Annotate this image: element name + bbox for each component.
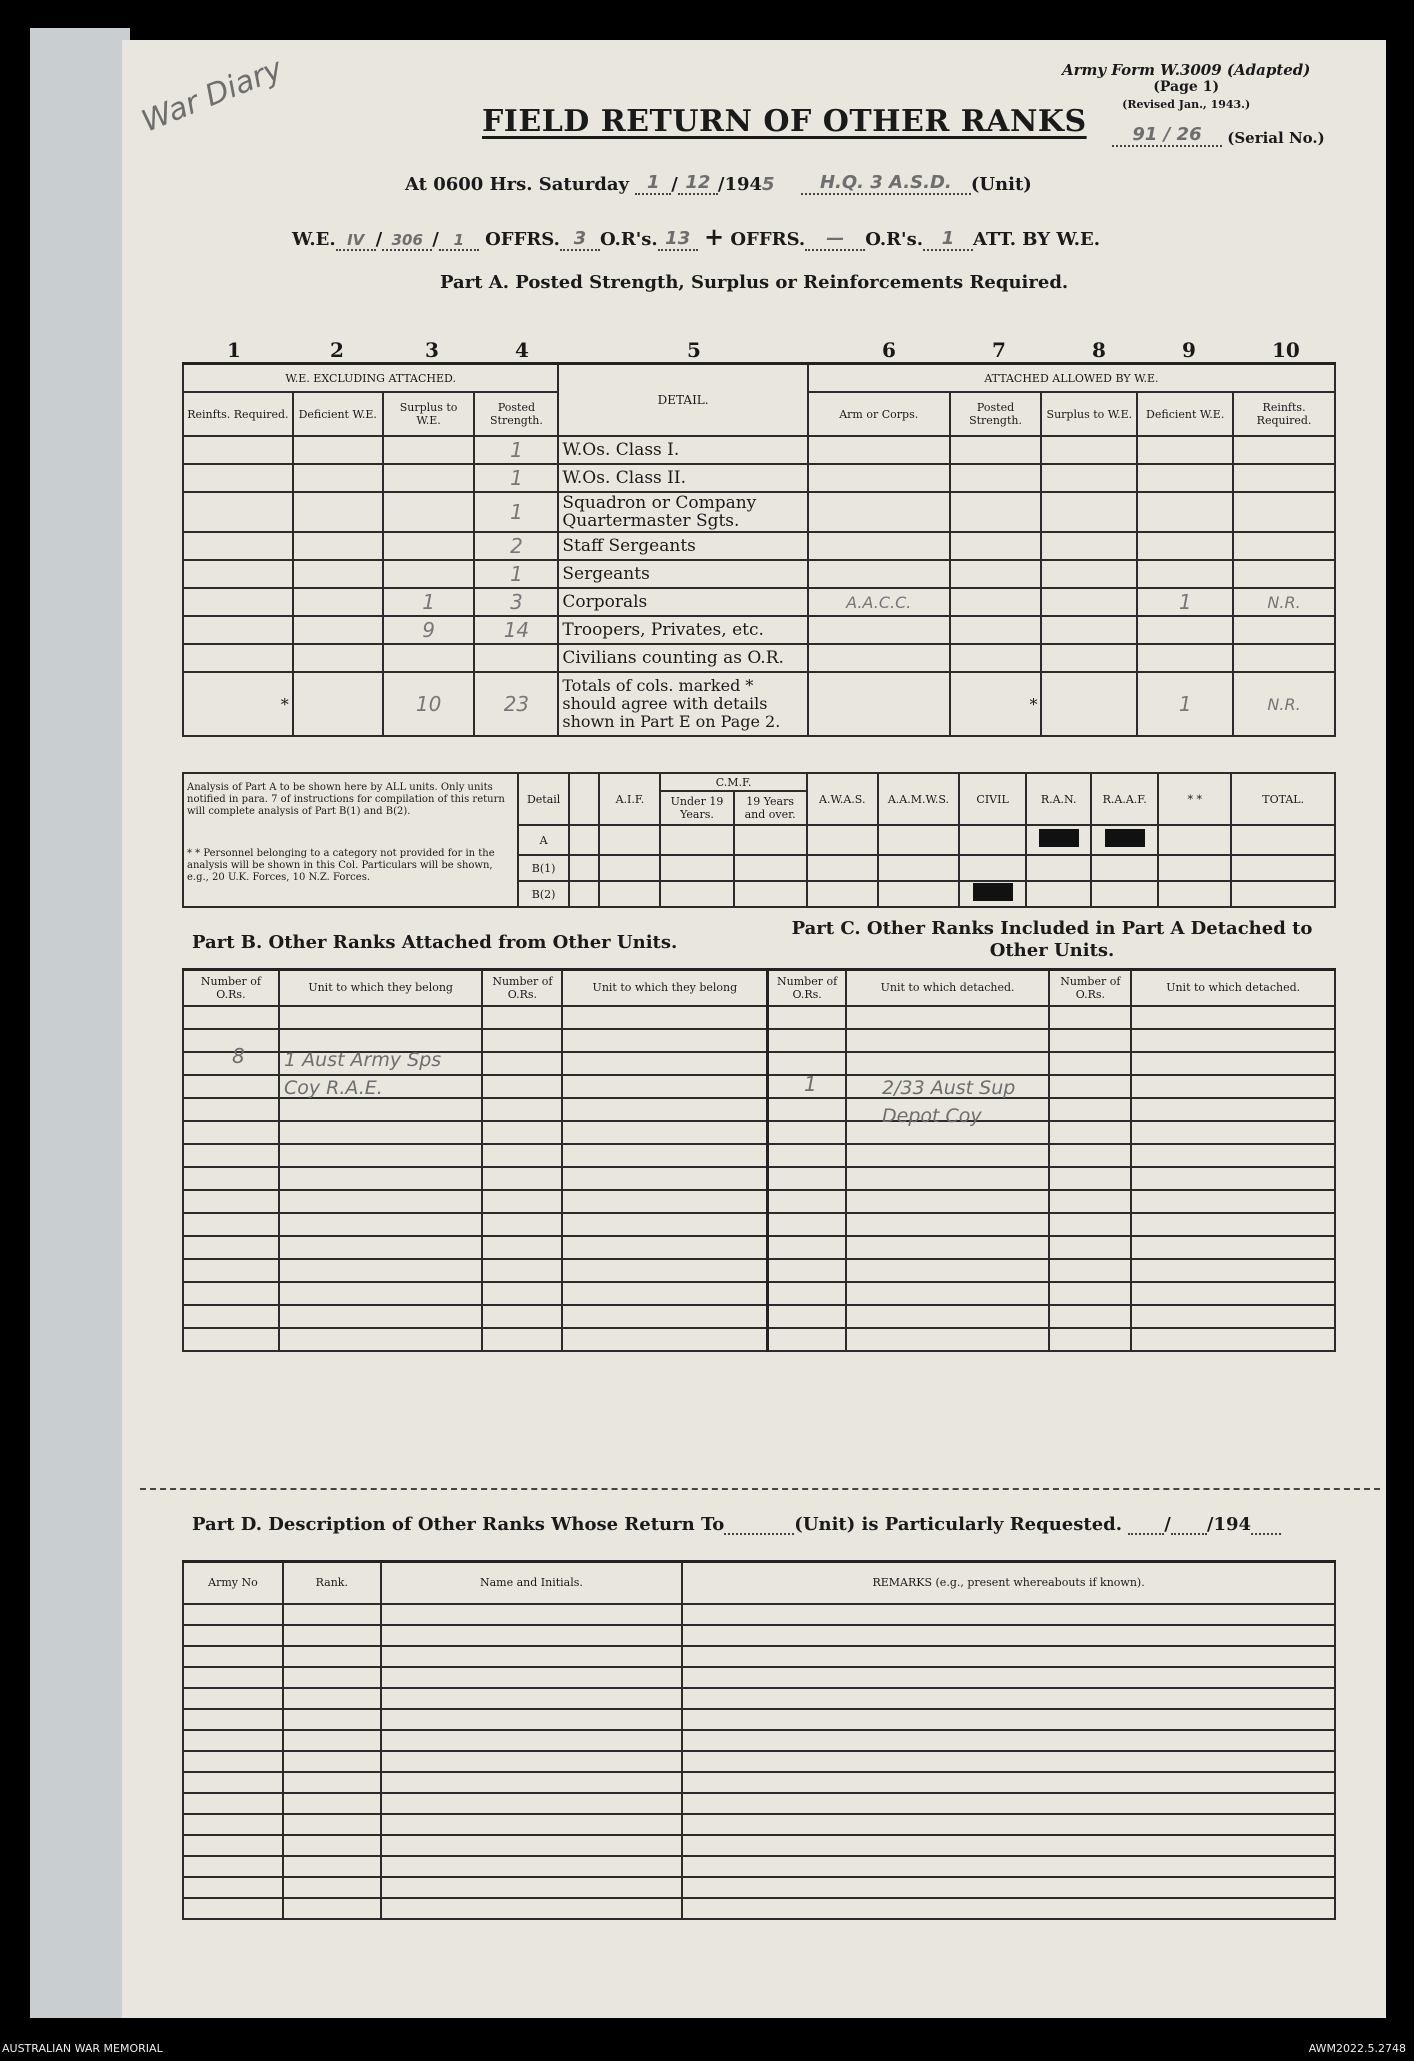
serial-number: 91 / 26 — [1112, 124, 1222, 147]
part-b-heading: Part B. Other Ranks Attached from Other Units. — [192, 932, 678, 953]
part-b-entry-unit: 1 Aust Army Sps Coy R.A.E. — [284, 1049, 442, 1099]
cell: 10 — [383, 672, 475, 736]
col-header: Deficient W.E. — [1137, 392, 1233, 436]
analysis-header: A.A.M.W.S. — [878, 773, 959, 825]
part-c-entry-unit: 2/33 Aust Sup Depot Coy — [882, 1077, 1016, 1127]
table-row — [183, 436, 1335, 464]
detail-header: DETAIL. — [558, 364, 808, 437]
cell — [1233, 436, 1335, 464]
form-number: Army Form W.3009 (Adapted) — [1062, 61, 1311, 79]
offrs-label: OFFRS. — [485, 229, 560, 250]
table-row — [183, 1835, 1335, 1856]
col-header: Arm or Corps. — [808, 392, 950, 436]
col-header: Number of O.Rs. — [183, 970, 279, 1006]
footer-right: AWM2022.5.2748 — [1308, 2042, 1406, 2055]
table-row — [183, 1751, 1335, 1772]
table-row — [183, 1144, 1335, 1167]
cell — [474, 644, 558, 672]
analysis-header: TOTAL. — [1231, 773, 1335, 825]
row-detail: Staff Sergeants — [558, 532, 808, 560]
col-header: Number of O.Rs. — [1049, 970, 1131, 1006]
year-suffix: 5 — [762, 174, 775, 195]
table-row — [183, 1646, 1335, 1667]
redaction-block — [1105, 829, 1145, 847]
col-header: Reinfts. Required. — [183, 392, 293, 436]
col-header: Reinfts. Required. — [1233, 392, 1335, 436]
cell: 14 — [474, 616, 558, 644]
cell: 23 — [474, 672, 558, 736]
year-label: /194 — [717, 174, 763, 195]
cell: 1 — [383, 588, 475, 616]
we-line: W.E. IV / 306 / 1 OFFRS. 3 O.R's. 13 + OFFRS. — O.R's. 1 ATT. BY W.E. — [292, 222, 1100, 251]
cell — [383, 464, 475, 492]
col-header: Name and Initials. — [381, 1562, 682, 1604]
part-c-heading: Part C. Other Ranks Included in Part A Detached to Other Units. — [791, 918, 1313, 961]
row-detail: Squadron or Company Quartermaster Sgts. — [558, 492, 808, 532]
cell — [383, 492, 475, 532]
col-num: 9 — [1182, 338, 1196, 362]
table-row — [183, 1814, 1335, 1835]
col-header: Surplus to W.E. — [1041, 392, 1137, 436]
cell: N.R. — [1233, 588, 1335, 616]
table-row — [183, 1793, 1335, 1814]
col-header: Surplus to W.E. — [383, 392, 475, 436]
cell: 1 — [474, 464, 558, 492]
footer-left: AUSTRALIAN WAR MEMORIAL — [2, 2042, 163, 2055]
we-label: W.E. — [292, 229, 336, 250]
cell: 9 — [383, 616, 475, 644]
part-d-heading-a: Part D. Description of Other Ranks Whose Return To — [192, 1514, 725, 1535]
col-num: 7 — [992, 338, 1006, 362]
cell: N.R. — [1233, 672, 1335, 736]
part-a-heading: Part A. Posted Strength, Surplus or Reinforcements Required. — [440, 272, 1069, 293]
cell — [1233, 616, 1335, 644]
cell — [1137, 464, 1233, 492]
page-number: (Page 1) — [1153, 79, 1220, 95]
cell — [1137, 616, 1233, 644]
cell — [383, 644, 475, 672]
serial-line — [1112, 124, 1325, 147]
table-row — [183, 1730, 1335, 1751]
part-d-heading: Part D. Description of Other Ranks Whose Return To (Unit) is Particularly Requested. / /194 — [192, 1514, 1281, 1535]
date-dots — [1251, 1533, 1281, 1535]
table-row — [183, 616, 1335, 644]
att-offrs-label: OFFRS. — [730, 229, 806, 250]
cell — [1233, 644, 1335, 672]
row-detail: Sergeants — [558, 560, 808, 588]
cell — [1233, 532, 1335, 560]
time-label: At 0600 Hrs. Saturday — [405, 174, 630, 195]
cell: 3 — [474, 588, 558, 616]
part-d-table — [182, 1560, 1336, 1920]
table-row — [183, 1259, 1335, 1282]
table-row — [183, 644, 1335, 672]
analysis-header: * * — [1158, 773, 1231, 825]
table-row — [183, 588, 1335, 616]
redaction-block — [973, 883, 1013, 901]
unit-dots — [724, 1533, 794, 1535]
we-field-2: 306 — [382, 231, 432, 251]
col-num: 6 — [882, 338, 896, 362]
cell: 1 — [1137, 672, 1233, 736]
serial-label: (Serial No.) — [1227, 129, 1325, 147]
col-num: 8 — [1092, 338, 1106, 362]
col-num: 1 — [227, 338, 241, 362]
part-c-entry-number: 1 — [804, 1072, 817, 1096]
cell: 1 — [474, 560, 558, 588]
form-reference — [1062, 62, 1310, 113]
row-detail: W.Os. Class I. — [558, 436, 808, 464]
cell — [1137, 560, 1233, 588]
part-d-heading-c: /194 — [1206, 1514, 1252, 1535]
ors-field: 13 — [658, 228, 698, 251]
col-header: Posted Strength. — [950, 392, 1042, 436]
table-row — [183, 492, 1335, 532]
tear-line — [140, 1488, 1380, 1490]
col-num: 4 — [515, 338, 529, 362]
table-row — [183, 1709, 1335, 1730]
date-dots — [1128, 1533, 1164, 1535]
table-row — [183, 1688, 1335, 1709]
cell — [383, 436, 475, 464]
col-num: 10 — [1272, 338, 1300, 362]
cell — [808, 616, 950, 644]
cell — [808, 492, 950, 532]
col-header: Number of O.Rs. — [482, 970, 562, 1006]
col-num: 2 — [330, 338, 344, 362]
group-header-right: ATTACHED ALLOWED BY W.E. — [808, 364, 1335, 393]
analysis-header: Under 19 Years. — [660, 791, 733, 825]
table-row — [183, 1282, 1335, 1305]
date-dots — [1171, 1533, 1207, 1535]
day-field: 1 — [635, 172, 671, 195]
col-num: 3 — [425, 338, 439, 362]
analysis-header: 19 Years and over. — [734, 791, 807, 825]
group-header-left: W.E. EXCLUDING ATTACHED. — [183, 364, 558, 393]
table-row — [183, 1006, 1335, 1029]
col-header: Posted Strength. — [474, 392, 558, 436]
redaction-block — [1039, 829, 1079, 847]
cell — [808, 532, 950, 560]
analysis-header: R.A.A.F. — [1091, 773, 1158, 825]
cell — [383, 532, 475, 560]
table-row — [183, 1604, 1335, 1625]
table-row — [183, 1121, 1335, 1144]
col-header: Number of O.Rs. — [768, 970, 846, 1006]
totals-detail: Totals of cols. marked * should agree with details shown in Part E on Page 2. — [558, 672, 808, 736]
plus-sign: + — [703, 222, 725, 251]
analysis-header: A.I.F. — [599, 773, 660, 825]
table-row — [183, 1625, 1335, 1646]
analysis-header: C.M.F. — [660, 773, 806, 791]
table-row — [183, 1667, 1335, 1688]
cell — [808, 644, 950, 672]
part-b-entry-number: 8 — [232, 1044, 245, 1068]
table-row — [183, 1190, 1335, 1213]
row-label: B(2) — [518, 881, 569, 907]
table-row — [183, 1772, 1335, 1793]
col-num: 5 — [687, 338, 701, 362]
table-row — [183, 1328, 1335, 1351]
analysis-table — [182, 772, 1336, 908]
table-row — [183, 1213, 1335, 1236]
analysis-note-2: * * Personnel belonging to a category not provided for in the analysis will be shown in this Col. Particulars will be shown, e.g., 20 U.K. Forces, 10 N.Z. Forces. — [183, 825, 518, 907]
row-detail: Civilians counting as O.R. — [558, 644, 808, 672]
cell — [1137, 644, 1233, 672]
cell — [1233, 464, 1335, 492]
att-ors-field: 1 — [923, 228, 973, 251]
row-detail: Corporals — [558, 588, 808, 616]
part-d-heading-b: (Unit) is Particularly Requested. — [794, 1514, 1123, 1535]
backing-sheet — [30, 28, 130, 2018]
star-mark: * — [183, 672, 293, 736]
cell: A.A.C.C. — [808, 588, 950, 616]
row-label: B(1) — [518, 855, 569, 881]
analysis-header: R.A.N. — [1026, 773, 1091, 825]
analysis-header: Detail — [518, 773, 569, 825]
row-detail: Troopers, Privates, etc. — [558, 616, 808, 644]
part-bc-table — [182, 968, 1336, 1352]
revision-date: (Revised Jan., 1943.) — [1122, 98, 1251, 111]
table-row — [183, 825, 1335, 855]
analysis-note-1: Analysis of Part A to be shown here by ALL units. Only units notified in para. 7 of instructions for compilation of this return will complete analysis of Part B(1) and B(2). — [183, 773, 518, 825]
cell — [383, 560, 475, 588]
cell — [1233, 492, 1335, 532]
col-header: Unit to which detached. — [1131, 970, 1335, 1006]
cell — [1137, 532, 1233, 560]
col-header: Unit to which detached. — [846, 970, 1050, 1006]
cell — [1233, 560, 1335, 588]
war-diary-annotation: War Diary — [136, 51, 288, 140]
cell: 2 — [474, 532, 558, 560]
cell: 1 — [474, 492, 558, 532]
offrs-field: 3 — [560, 228, 600, 251]
ors-label: O.R's. — [599, 229, 658, 250]
we-field-3: 1 — [439, 231, 479, 251]
column-numbers — [182, 338, 1332, 362]
cell — [1137, 436, 1233, 464]
col-header: Unit to which they belong — [279, 970, 483, 1006]
page-title: FIELD RETURN OF OTHER RANKS — [482, 104, 1087, 139]
row-label: A — [518, 825, 569, 855]
col-header: Army No — [183, 1562, 283, 1604]
star-mark: * — [950, 672, 1042, 736]
cell — [808, 436, 950, 464]
part-a-table — [182, 362, 1336, 737]
table-row — [183, 1305, 1335, 1328]
table-row — [183, 1898, 1335, 1919]
att-label: ATT. BY W.E. — [972, 229, 1100, 250]
time-line: At 0600 Hrs. Saturday 1 / 12 /1945 H.Q. 3 A.S.D. (Unit) — [405, 172, 1032, 195]
cell — [808, 464, 950, 492]
analysis-header: CIVIL — [959, 773, 1026, 825]
month-field: 12 — [678, 172, 718, 195]
we-field-1: IV — [336, 231, 376, 251]
cell: 1 — [1137, 588, 1233, 616]
table-row — [183, 560, 1335, 588]
cell — [1137, 492, 1233, 532]
row-detail: W.Os. Class II. — [558, 464, 808, 492]
table-row — [183, 532, 1335, 560]
table-row — [183, 464, 1335, 492]
att-offrs-field: — — [805, 228, 865, 251]
unit-label: (Unit) — [970, 174, 1032, 195]
table-row — [183, 1877, 1335, 1898]
analysis-header: A.W.A.S. — [807, 773, 878, 825]
att-ors-label: O.R's. — [865, 229, 923, 250]
col-header: Unit to which they belong — [562, 970, 768, 1006]
cell — [808, 560, 950, 588]
unit-field: H.Q. 3 A.S.D. — [801, 172, 971, 195]
table-row — [183, 1167, 1335, 1190]
cell: 1 — [474, 436, 558, 464]
col-header: REMARKS (e.g., present whereabouts if known). — [682, 1562, 1335, 1604]
table-row — [183, 1856, 1335, 1877]
col-header: Deficient W.E. — [293, 392, 383, 436]
table-row — [183, 1236, 1335, 1259]
totals-row — [183, 672, 1335, 736]
col-header: Rank. — [283, 1562, 381, 1604]
